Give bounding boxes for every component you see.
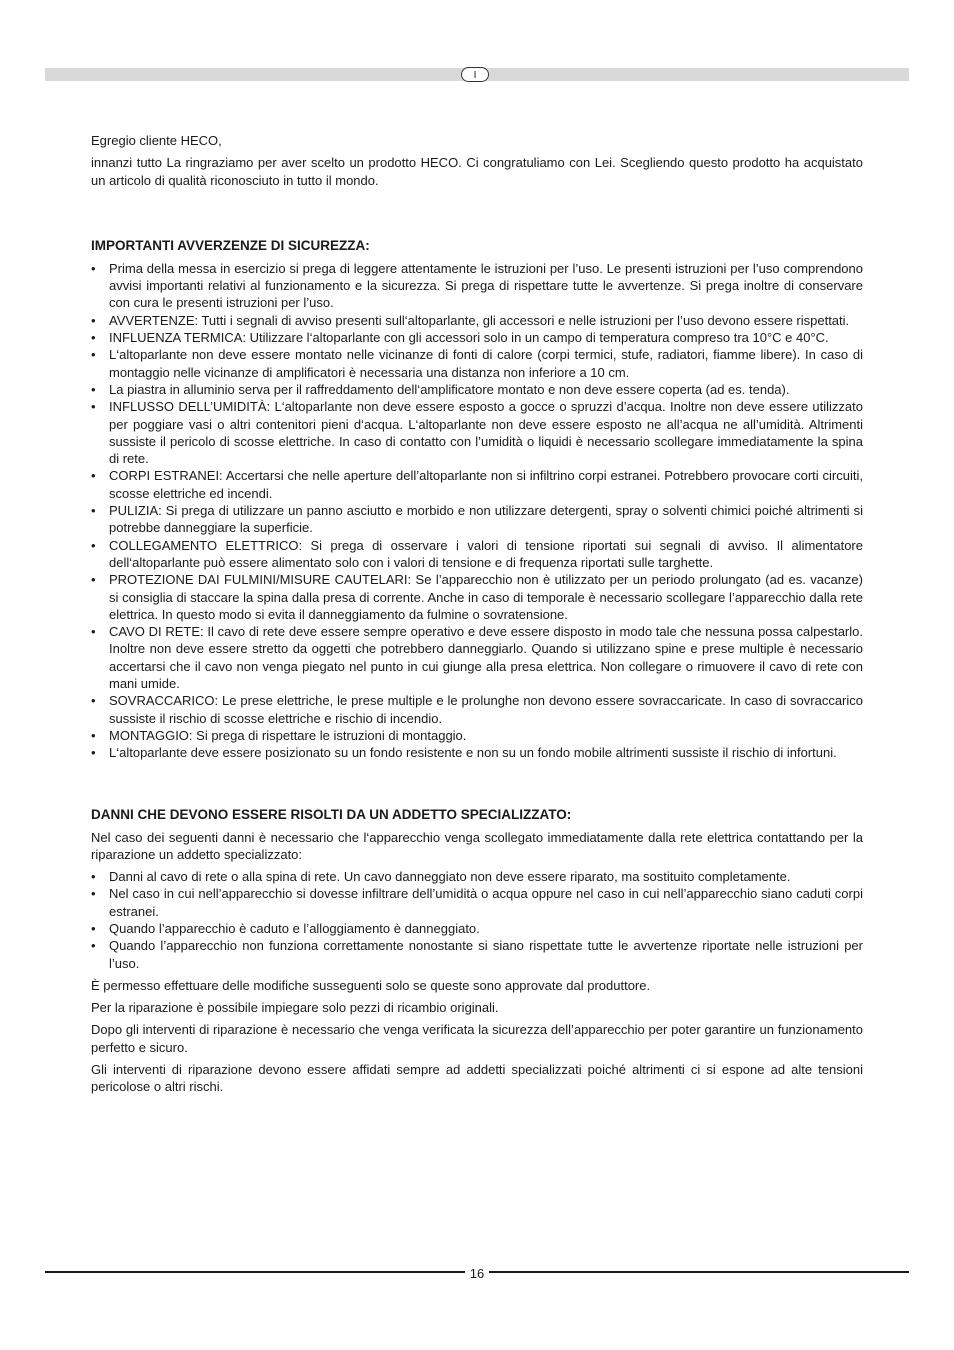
bullet-icon: • [91, 920, 96, 936]
bullet-icon: • [91, 938, 96, 954]
bullet-icon: • [91, 468, 96, 484]
list-item: • Prima della messa in esercizio si prega di leggere attentamente le istruzioni per l’uso. Le presenti istruzioni per l’uso comprendono avvisi importanti relativi al funzionamento e la sicurezza. Si prega di rispettare tutte le avvertenze. Si prega inoltre di conservare con cura le presenti istruzioni per l’uso. [91, 260, 863, 311]
safety-check-paragraph: Dopo gli interventi di riparazione è necessario che venga verificata la sicurezza dell’apparecchio per poter garantire un funzionamento perfetto e sicuro. [91, 1022, 863, 1055]
list-item: • Danni al cavo di rete o alla spina di rete. Un cavo danneggiato non deve essere riparato, ma sostituito completamente. [91, 869, 791, 885]
list-item: • Nel caso in cui nell’apparecchio si dovesse infiltrare dell’umidità o acqua oppure nel caso in cui nell’apparecchio siano caduti corpi estranei. [91, 886, 863, 919]
spare-parts-paragraph: Per la riparazione è possibile impiegare solo pezzi di ricambio originali. [91, 1000, 499, 1016]
page-content [91, 132, 863, 1101]
greeting: Egregio cliente HECO, [91, 133, 222, 148]
list-item: • Quando l’apparecchio non funziona correttamente nonostante si siano rispettate tutte le avvertenze riportate nelle istruzioni per l’uso. [91, 938, 863, 971]
bullet-icon: • [91, 399, 96, 415]
list-item: • CAVO DI RETE: Il cavo di rete deve essere sempre operativo e deve essere disposto in modo tale che nessuna possa calpestarlo. Inoltre non deve essere stretto da oggetti che potrebbero danneggiarlo. Quando si utilizzano spine e prese multiple è necessario accertarsi che il cavo non venga piegato nel punto in cui giunge alla presa elettrica. Non collegare o rimuovere il cavo di rete con mani umide. [91, 624, 863, 692]
list-item: • L‘altoparlante deve essere posizionato su un fondo resistente e non su un fondo mobile altrimenti sussiste il rischio di infortuni. [91, 745, 837, 761]
page-number: 16 [469, 1266, 485, 1281]
bullet-icon: • [91, 537, 96, 553]
safety-list [91, 260, 863, 762]
list-item: • CORPI ESTRANEI: Accertarsi che nelle aperture dell’altoparlante non si infiltrino corpi estranei. Potrebbero provocare corti circuiti, scosse elettriche ed incendi. [91, 468, 863, 501]
list-item: • AVVERTENZE: Tutti i segnali di avviso presenti sull‘altoparlante, gli accessori e nelle istruzioni per l’uso devono essere rispettati. [91, 312, 850, 328]
bullet-icon: • [91, 727, 96, 743]
footer-rule-left [45, 1271, 465, 1273]
modification-paragraph: È permesso effettuare delle modifiche susseguenti solo se queste sono approvate dal produttore. [91, 977, 651, 993]
list-item: • SOVRACCARICO: Le prese elettriche, le prese multiple e le prolunghe non devono essere sovraccaricate. In caso di sovraccarico sussiste il rischio di scosse elettriche e rischio di incendio. [91, 693, 863, 726]
list-item: • Quando l’apparecchio è caduto e l’alloggiamento è danneggiato. [91, 920, 480, 936]
bullet-icon: • [91, 693, 96, 709]
damage-list [91, 868, 863, 972]
bullet-icon: • [91, 869, 96, 885]
bullet-icon: • [91, 886, 96, 902]
footer-rule-right [489, 1271, 909, 1273]
bullet-icon: • [91, 260, 96, 276]
bullet-icon: • [91, 503, 96, 519]
bullet-icon: • [91, 347, 96, 363]
list-item: • La piastra in alluminio serva per il raffreddamento dell‘amplificatore montato e non deve essere coperta (ad es. tenda). [91, 381, 790, 397]
specialist-paragraph: Gli interventi di riparazione devono essere affidati sempre ad addetti specializzati poiché altrimenti ci si espone ad alte tensioni pericolose o altri rischi. [91, 1062, 863, 1095]
list-item: • PULIZIA: Si prega di utilizzare un panno asciutto e morbido e non utilizzare detergenti, spray o solventi chimici poiché altrimenti si potrebbe danneggiare la superficie. [91, 503, 863, 536]
list-item: • L‘altoparlante non deve essere montato nelle vicinanze di fonti di calore (corpi termici, stufe, radiatori, fiamme libere). In caso di montaggio nelle vicinanze di amplificatori è necessaria una distanza non inferiore a 10 cm. [91, 347, 863, 380]
list-item: • INFLUSSO DELL’UMIDITÀ: L‘altoparlante non deve essere esposto a gocce o spruzzi d’acqua. Inoltre non deve essere utilizzato per poggiare vasi o altri contenitori pieni d‘acqua. L‘altoparlante non deve essere esposto ne all’acqua ne all’umidità. Altrimenti sussiste il pericolo di scosse elettriche. In caso di contatto con l’umidità o liquidi è necessario scollegare immediatamente la spina di rete. [91, 399, 863, 467]
bullet-icon: • [91, 624, 96, 640]
list-item: • COLLEGAMENTO ELETTRICO: Si prega di osservare i valori di tensione riportati sui segnali di avviso. Il alimentatore dell‘altoparlante può essere alimentato solo con i valori di tensione e di frequenza riportati sulle targhette. [91, 537, 863, 570]
bullet-icon: • [91, 330, 96, 346]
damage-heading: DANNI CHE DEVONO ESSERE RISOLTI DA UN ADDETTO SPECIALIZZATO: [91, 806, 572, 822]
damage-intro: Nel caso dei seguenti danni è necessario che l‘apparecchio venga scollegato immediatamente dalla rete elettrica contattando per la riparazione un addetto specializzato: [91, 829, 863, 862]
safety-heading: IMPORTANTI AVVERZENZE DI SICUREZZA: [91, 237, 370, 253]
bullet-icon: • [91, 381, 96, 397]
language-badge: I [461, 67, 489, 82]
bullet-icon: • [91, 312, 96, 328]
list-item: • PROTEZIONE DAI FULMINI/MISURE CAUTELARI: Se l’apparecchio non è utilizzato per un periodo prolungato (ad es. vacanze) si consiglia di staccare la spina dalla presa di corrente. Anche in caso di temporale è necessario scollegare l’apparecchio dalla rete elettrica. In questo modo si evita il danneggiamento da fulmine o sovratensione. [91, 572, 863, 622]
bullet-icon: • [91, 572, 96, 588]
list-item: • MONTAGGIO: Si prega di rispettare le istruzioni di montaggio. [91, 727, 467, 743]
intro-paragraph: innanzi tutto La ringraziamo per aver scelto un prodotto HECO. Ci congratuliamo con Lei. Scegliendo questo prodotto ha acquistato un articolo di qualità riconosciuto in tutto il mondo. [91, 155, 863, 188]
bullet-icon: • [91, 745, 96, 761]
list-item: • INFLUENZA TERMICA: Utilizzare l‘altoparlante con gli accessori solo in un campo di temperatura compreso tra 10°C e 40°C. [91, 330, 829, 346]
